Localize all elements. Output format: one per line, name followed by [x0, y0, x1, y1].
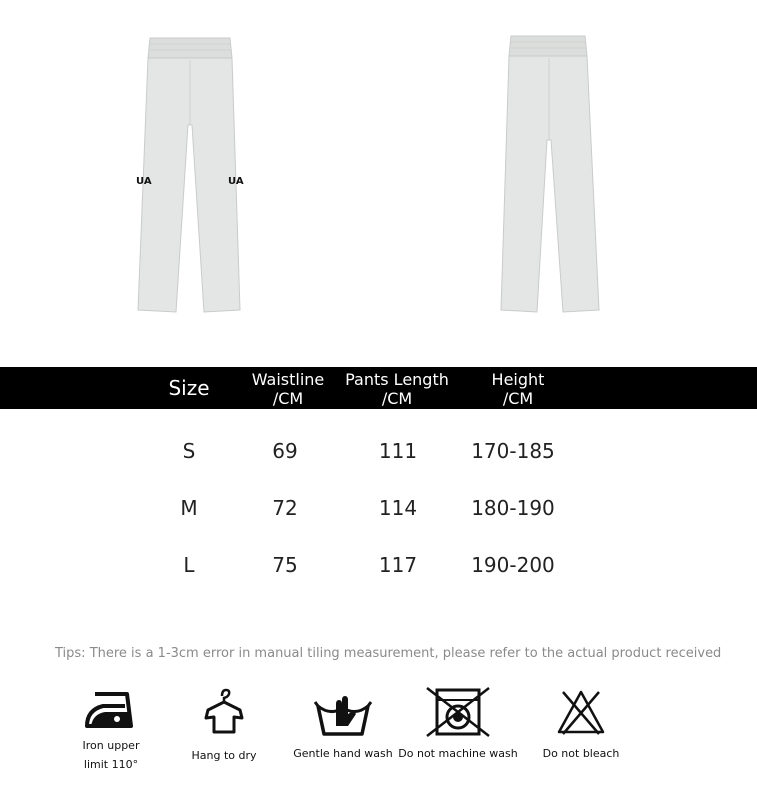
cell-pants-length: 114 — [378, 496, 418, 520]
care-iron — [76, 686, 146, 774]
no-bleach-icon — [555, 686, 607, 738]
care-label: Do not machine wash — [398, 747, 518, 760]
cell-pants-length: 117 — [378, 553, 418, 577]
table-row — [0, 550, 757, 580]
cell-pants-length: 111 — [378, 439, 418, 463]
header-size: Size — [168, 376, 210, 400]
table-row — [0, 493, 757, 523]
care-hand-wash — [291, 686, 395, 763]
pants-front-image — [130, 30, 250, 320]
care-label: Gentle hand wash — [293, 747, 393, 760]
cell-height: 170-185 — [471, 439, 555, 463]
cell-waistline: 75 — [272, 553, 298, 577]
header-height: Height /CM — [491, 370, 545, 408]
cell-waistline: 72 — [272, 496, 298, 520]
care-no-machine-wash — [396, 686, 520, 763]
svg-text:UA: UA — [228, 176, 244, 187]
care-label: Hang to dry — [191, 749, 257, 762]
cell-height: 190-200 — [471, 553, 555, 577]
cell-height: 180-190 — [471, 496, 555, 520]
hand-wash-icon — [312, 686, 374, 738]
care-label: Do not bleach — [542, 747, 620, 760]
svg-text:UA: UA — [136, 176, 152, 187]
care-label: limit 110° — [83, 758, 139, 771]
cell-size: L — [183, 553, 195, 577]
table-row — [0, 436, 757, 466]
header-pants-length: Pants Length /CM — [345, 370, 449, 408]
measurement-tips: Tips: There is a 1-3cm error in manual tiling measurement, please refer to the actual product received — [55, 646, 722, 661]
header-waistline: Waistline /CM — [251, 370, 325, 408]
no-machine-wash-icon — [423, 686, 493, 738]
iron-icon — [81, 686, 141, 734]
cell-waistline: 69 — [272, 439, 298, 463]
care-hang-dry — [184, 686, 264, 765]
care-no-bleach — [535, 686, 627, 763]
size-table-header — [0, 367, 757, 409]
pants-back-image — [493, 30, 613, 320]
cell-size: S — [182, 439, 196, 463]
hanger-shirt-icon — [202, 686, 246, 736]
care-label: Iron upper — [82, 739, 140, 752]
cell-size: M — [180, 496, 198, 520]
